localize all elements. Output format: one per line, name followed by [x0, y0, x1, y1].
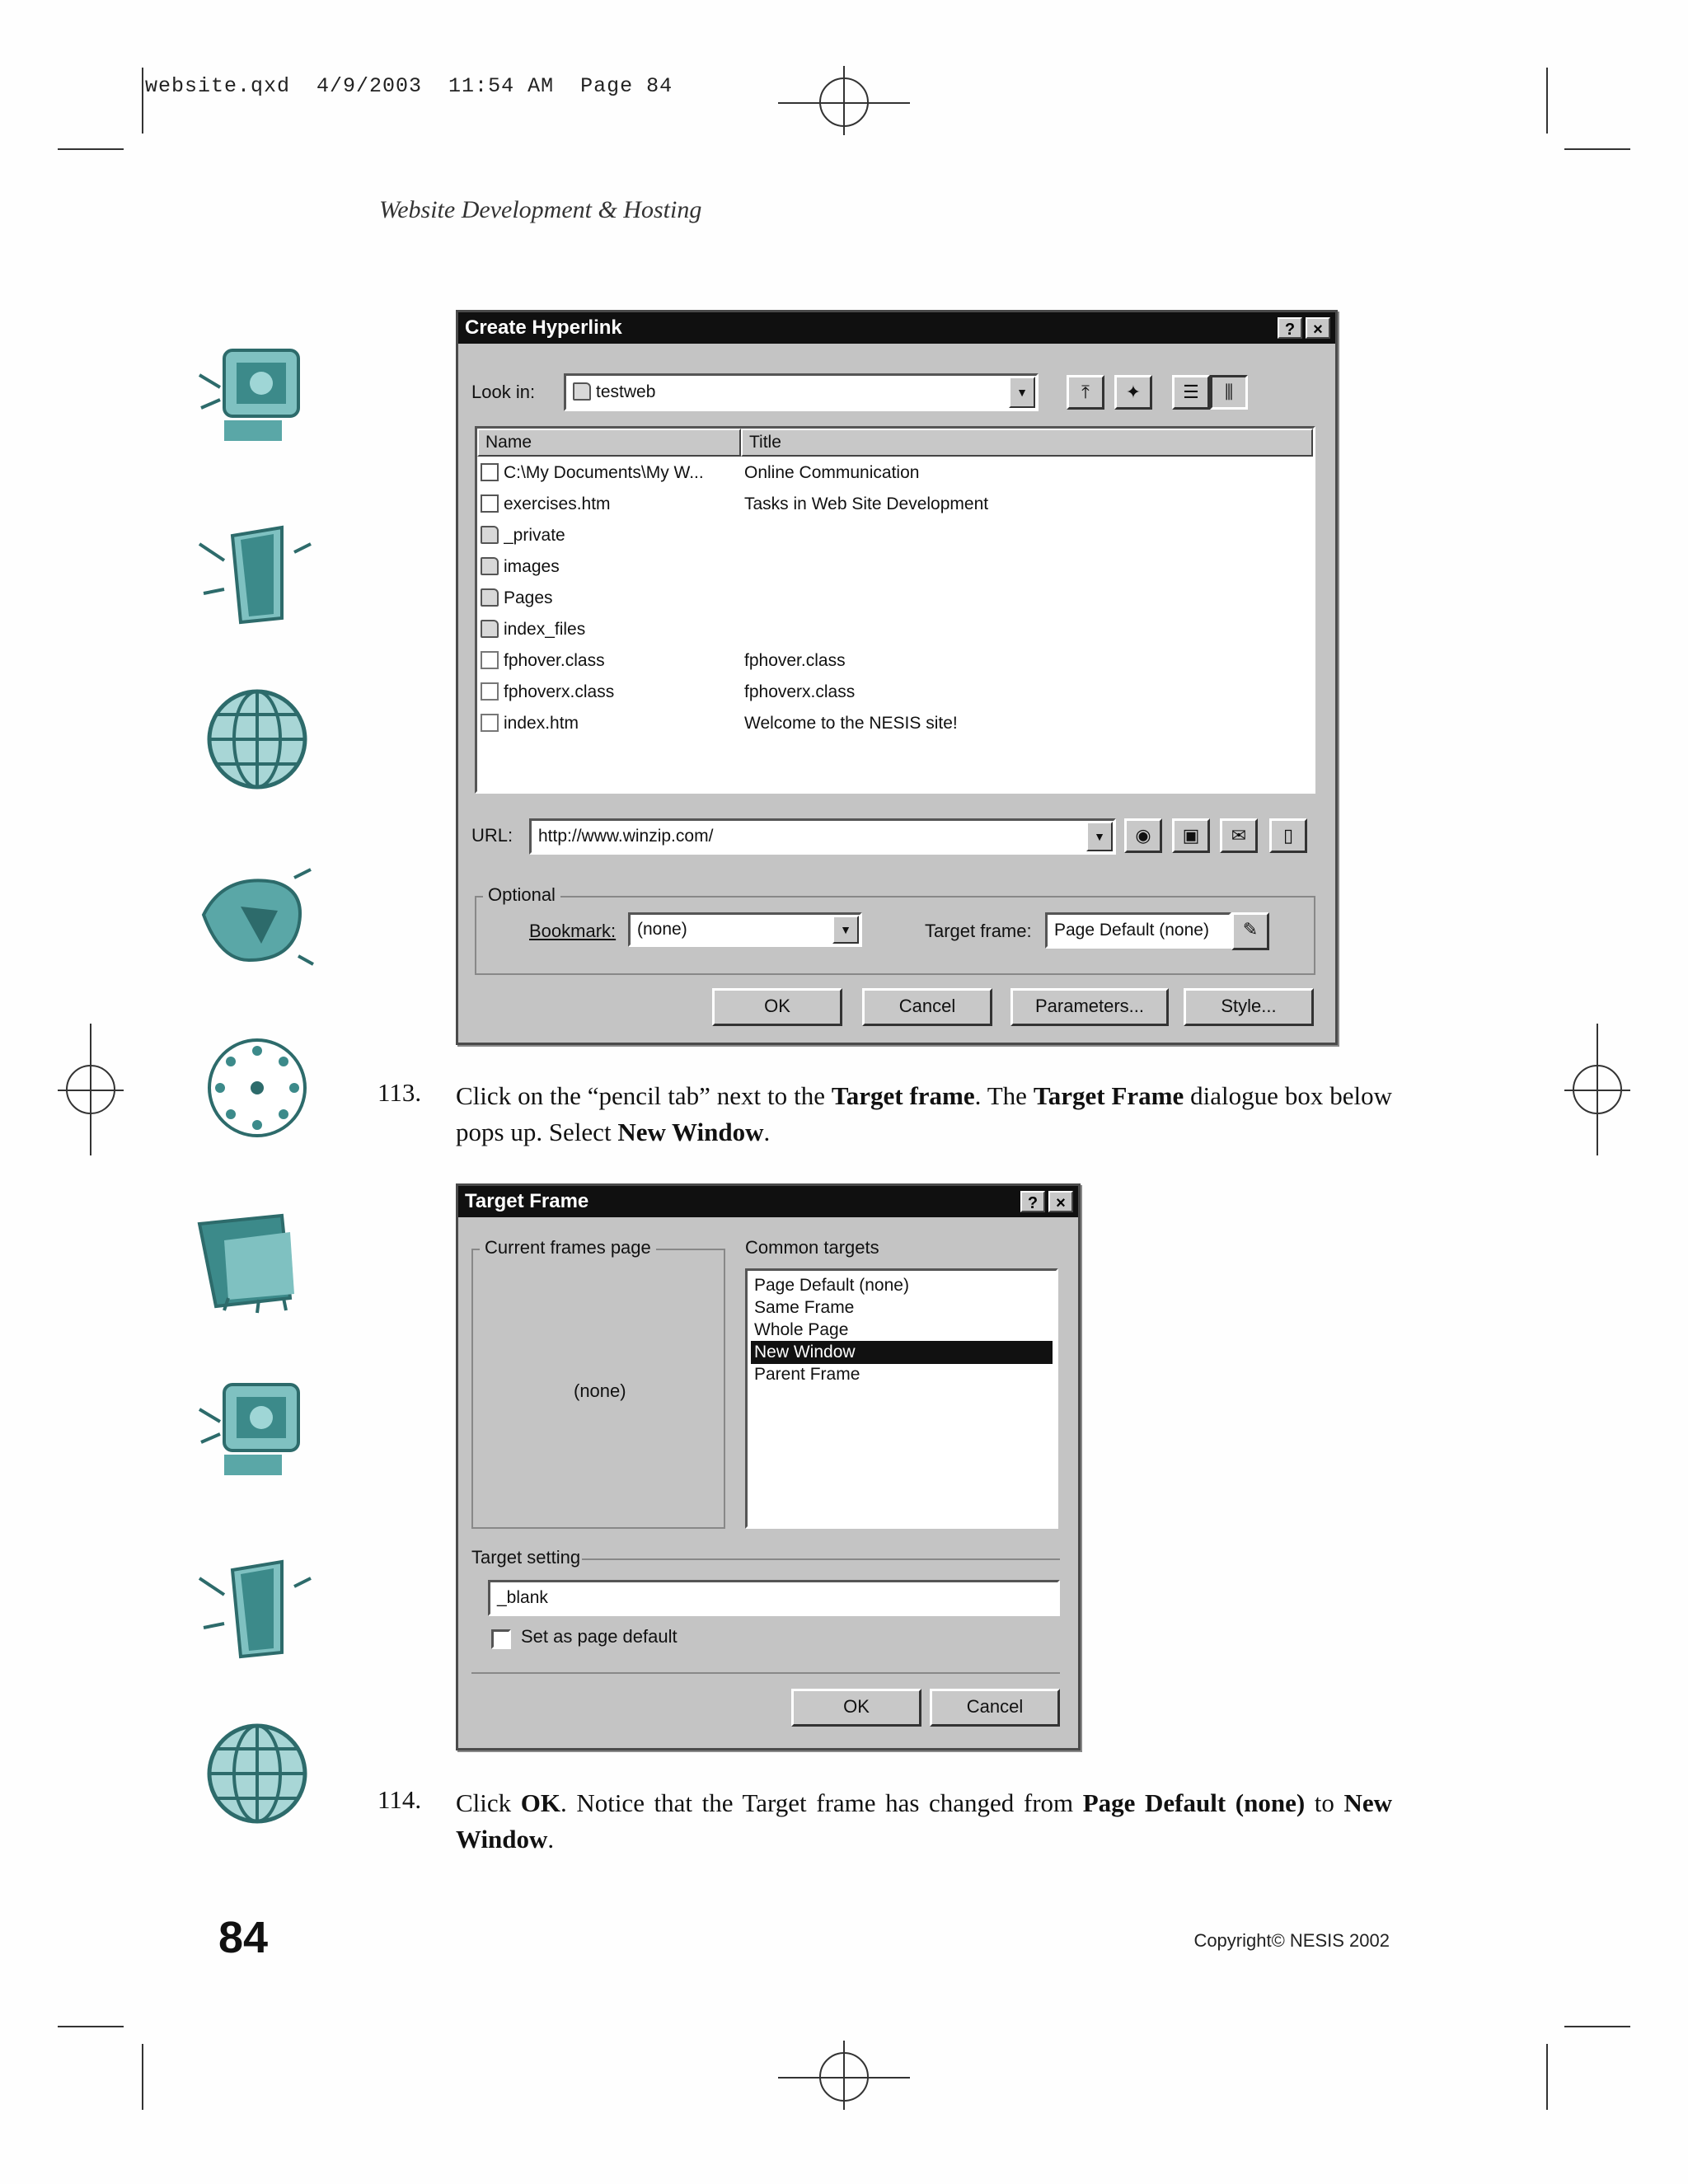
bold-text: OK	[520, 1788, 560, 1817]
text: .	[547, 1825, 555, 1854]
network-icon	[191, 1034, 315, 1141]
file-icon	[481, 714, 499, 732]
bold-text: New Window	[617, 1118, 764, 1146]
step-number: 113.	[377, 1078, 422, 1107]
browse-file-button[interactable]: ▣	[1172, 818, 1210, 853]
print-slug: website.qxd 4/9/2003 11:54 AM Page 84	[145, 74, 673, 98]
registration-line	[843, 66, 845, 135]
file-name: Pages	[504, 588, 553, 607]
folder-icon	[573, 382, 591, 401]
browse-web-button[interactable]: ◉	[1124, 818, 1162, 853]
url-input[interactable]: http://www.winzip.com/	[529, 818, 1116, 855]
close-button[interactable]: ×	[1048, 1191, 1073, 1212]
crop-mark	[1564, 2026, 1630, 2027]
speech-bubble-icon	[191, 865, 315, 972]
folder-icon	[481, 588, 499, 607]
folder-icon	[481, 557, 499, 575]
crop-mark	[142, 2044, 143, 2110]
text: . The	[974, 1081, 1034, 1110]
help-button[interactable]: ?	[1278, 317, 1302, 339]
target-option[interactable]: Page Default (none)	[754, 1276, 909, 1295]
column-header-name[interactable]: Name	[477, 429, 741, 457]
file-name: index.htm	[504, 714, 579, 733]
computer-tower-icon	[191, 519, 315, 626]
file-row[interactable]	[481, 552, 1313, 582]
dialog-title: Create Hyperlink	[458, 312, 1335, 344]
new-folder-button[interactable]: ✦	[1114, 375, 1152, 410]
file-name: images	[504, 557, 560, 576]
separator	[471, 1672, 1060, 1674]
target-setting-input[interactable]: _blank	[488, 1580, 1060, 1616]
file-row[interactable]	[481, 458, 1313, 488]
list-view-button[interactable]: ☰	[1172, 375, 1210, 410]
url-dropdown-button[interactable]: ▼	[1086, 822, 1113, 851]
file-list[interactable]	[475, 426, 1315, 794]
bold-text: Target Frame	[1033, 1081, 1184, 1110]
target-frame-label: Target frame:	[925, 921, 1032, 941]
crop-mark	[142, 68, 143, 134]
bold-text: Target frame	[831, 1081, 975, 1110]
file-name: _private	[504, 526, 565, 545]
globe-icon	[191, 1720, 315, 1827]
pencil-button[interactable]: ✎	[1231, 912, 1269, 950]
file-title: Tasks in Web Site Development	[744, 494, 989, 513]
look-in-select[interactable]	[564, 373, 1039, 411]
close-button[interactable]: ×	[1306, 317, 1330, 339]
parameters-button[interactable]: Parameters...	[1010, 988, 1169, 1026]
bold-text: New Window	[456, 1788, 1392, 1854]
file-name: C:\My Documents\My W...	[504, 463, 704, 482]
file-title: Welcome to the NESIS site!	[744, 714, 958, 733]
registration-line	[90, 1024, 91, 1155]
crop-mark	[1546, 2044, 1548, 2110]
computer-tower-icon	[191, 1554, 315, 1661]
ok-button[interactable]: OK	[791, 1689, 921, 1727]
target-frame-dialog	[456, 1183, 1081, 1750]
file-row[interactable]	[481, 521, 1313, 551]
current-frames-label: Current frames page	[480, 1237, 656, 1258]
bookmark-label: Bookmark:	[529, 921, 617, 941]
cancel-button[interactable]: Cancel	[930, 1689, 1060, 1727]
file-name: fphoverx.class	[504, 682, 615, 701]
set-as-page-default-checkbox[interactable]	[491, 1629, 511, 1649]
current-frames-value: (none)	[574, 1380, 626, 1401]
file-name: exercises.htm	[504, 494, 611, 513]
step-114-text	[456, 1785, 1392, 1858]
target-option[interactable]: Whole Page	[754, 1320, 849, 1339]
text: .	[763, 1118, 771, 1146]
copyright: Copyright© NESIS 2002	[1193, 1930, 1390, 1951]
separator	[582, 1558, 1060, 1560]
target-option[interactable]: New Window	[751, 1341, 1053, 1364]
new-page-button[interactable]: ▯	[1269, 818, 1307, 853]
look-in-label: Look in:	[471, 382, 536, 402]
bookmark-select[interactable]: (none)	[628, 912, 862, 947]
file-row[interactable]	[481, 709, 1313, 738]
file-name: index_files	[504, 620, 586, 639]
crop-mark	[58, 2026, 124, 2027]
up-one-level-button[interactable]: ⤒	[1067, 375, 1104, 410]
text: to	[1305, 1788, 1344, 1817]
target-option[interactable]: Same Frame	[754, 1298, 855, 1317]
crop-mark	[1564, 148, 1630, 150]
crop-mark	[58, 148, 124, 150]
common-targets-label: Common targets	[745, 1237, 879, 1258]
globe-icon	[191, 686, 315, 793]
file-name: fphover.class	[504, 651, 605, 670]
target-setting-label: Target setting	[471, 1547, 581, 1568]
look-in-value: testweb	[596, 382, 656, 401]
file-row[interactable]	[481, 583, 1313, 613]
folder-icon	[481, 526, 499, 544]
folder-icon	[481, 620, 499, 638]
registration-line	[843, 2041, 845, 2110]
common-targets-list[interactable]	[745, 1268, 1058, 1529]
text: . Notice that the Target frame has changed from	[560, 1788, 1083, 1817]
help-button[interactable]: ?	[1020, 1191, 1045, 1212]
page-number: 84	[218, 1913, 269, 1962]
file-row[interactable]	[481, 646, 1313, 676]
text: Click on the “pencil tab” next to the	[456, 1081, 832, 1110]
step-number: 114.	[377, 1785, 422, 1814]
file-title: Online Communication	[744, 463, 920, 482]
style-button[interactable]: Style...	[1184, 988, 1314, 1026]
text: dialogue box below pops up. Select	[456, 1081, 1393, 1146]
file-row[interactable]	[481, 615, 1313, 644]
bold-text: Page Default (none)	[1082, 1788, 1306, 1817]
create-hyperlink-dialog	[456, 310, 1338, 1045]
file-title: fphover.class	[744, 651, 846, 670]
web-page-icon	[481, 494, 499, 513]
target-option[interactable]: Parent Frame	[754, 1365, 860, 1384]
crop-mark	[1546, 68, 1548, 134]
cancel-button[interactable]: Cancel	[862, 988, 992, 1026]
look-in-dropdown-button[interactable]: ▼	[1009, 377, 1035, 408]
text: Click	[456, 1788, 521, 1817]
file-row[interactable]	[481, 677, 1313, 707]
bookmark-dropdown-button[interactable]: ▼	[832, 916, 859, 944]
registration-line	[1597, 1024, 1598, 1155]
details-view-button[interactable]: ⫼	[1210, 375, 1248, 410]
file-row[interactable]	[481, 490, 1313, 519]
monitor-icon	[191, 1376, 315, 1483]
file-icon	[481, 682, 499, 701]
monitor-icon	[191, 342, 315, 449]
step-113-text	[456, 1078, 1392, 1151]
set-as-page-default-label: Set as page default	[521, 1626, 678, 1647]
ok-button[interactable]: OK	[712, 988, 842, 1026]
optional-label: Optional	[483, 884, 560, 906]
target-frame-field: Page Default (none)	[1045, 912, 1231, 949]
file-title: fphoverx.class	[744, 682, 856, 701]
dialog-title: Target Frame	[458, 1186, 1078, 1217]
column-header-title[interactable]: Title	[741, 429, 1313, 457]
folder-icon	[191, 1207, 315, 1315]
web-page-icon	[481, 463, 499, 481]
file-icon	[481, 651, 499, 669]
email-link-button[interactable]: ✉	[1220, 818, 1258, 853]
running-head: Website Development & Hosting	[379, 196, 702, 223]
url-label: URL:	[471, 825, 513, 846]
